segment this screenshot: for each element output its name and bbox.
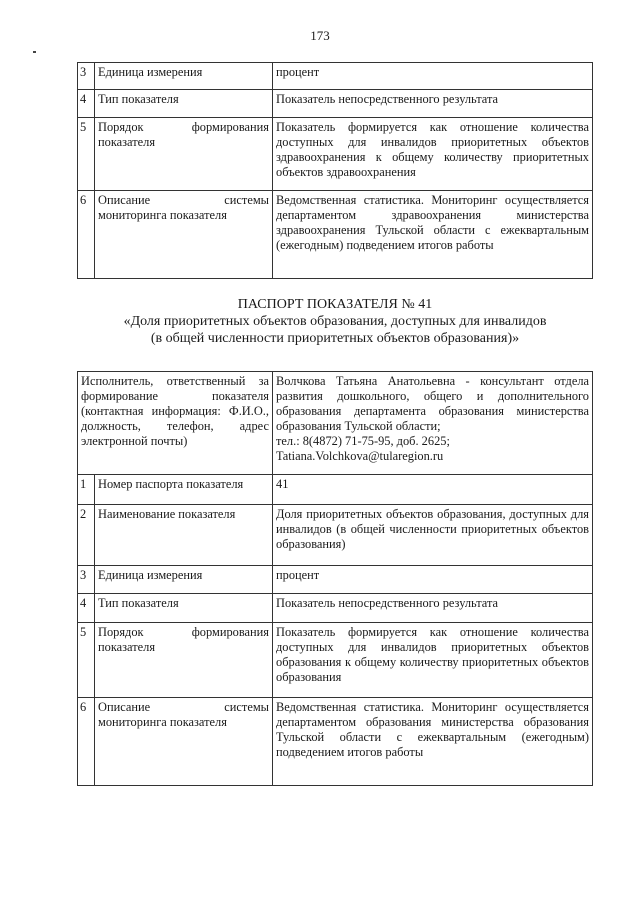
row-label: Тип показателя <box>95 594 273 623</box>
executor-value <box>273 372 593 475</box>
passport-subtitle-line1: «Доля приоритетных объектов образования, доступных для инвалидов <box>123 314 547 329</box>
row-label: Порядок формирования показателя <box>95 118 273 191</box>
row-number: 3 <box>78 63 95 90</box>
row-label: Номер паспорта показателя <box>95 475 273 505</box>
row-value: Показатель формируется как отношение количества доступных для инвалидов приоритетных объектов образования к общему количеству приоритетных объектов образования <box>273 623 593 698</box>
row-value: Доля приоритетных объектов образования, доступных для инвалидов (в общей численности приоритетных объектов образования) <box>273 505 593 566</box>
executor-label: Исполнитель, ответственный за формирование показателя (контактная информация: Ф.И.О., должность, телефон, адрес электронной почты) <box>78 372 273 475</box>
executor-name-position: Волчкова Татьяна Анатольевна - консультант отдела развития дошкольного, общего и дополнительного образования департамента образования министерства образования Тульской области; <box>276 374 589 433</box>
row-value: процент <box>273 566 593 594</box>
row-label: Наименование показателя <box>95 505 273 566</box>
row-number: 6 <box>78 191 95 279</box>
table-row <box>78 566 593 594</box>
executor-phone: тел.: 8(4872) 71-75-95, доб. 2625; <box>276 434 450 448</box>
table-row <box>78 594 593 623</box>
row-value: Показатель непосредственного результата <box>273 90 593 118</box>
executor-row <box>78 372 593 475</box>
row-label: Описание системы мониторинга показателя <box>95 191 273 279</box>
indicator-table-continued <box>77 62 593 279</box>
row-number: 5 <box>78 118 95 191</box>
row-label: Единица измерения <box>95 566 273 594</box>
row-label: Единица измерения <box>95 63 273 90</box>
row-label: Порядок формирования показателя <box>95 623 273 698</box>
row-value: 41 <box>273 475 593 505</box>
passport-table <box>77 371 593 786</box>
row-value: Показатель непосредственного результата <box>273 594 593 623</box>
table-row <box>78 90 593 118</box>
table-row <box>78 505 593 566</box>
row-value: Показатель формируется как отношение количества доступных для инвалидов приоритетных объектов здравоохранения к общему количеству приоритетных объектов здравоохранения <box>273 118 593 191</box>
row-number: 3 <box>78 566 95 594</box>
table-row <box>78 698 593 786</box>
row-number: 2 <box>78 505 95 566</box>
table-row <box>78 118 593 191</box>
row-number: 4 <box>78 594 95 623</box>
page-number: 173 <box>310 28 330 43</box>
table-row <box>78 191 593 279</box>
table-row <box>78 623 593 698</box>
passport-subtitle-line2: (в общей численности приоритетных объектов образования)» <box>150 331 520 346</box>
executor-email: Tatiana.Volchkova@tularegion.ru <box>276 449 444 463</box>
passport-heading <box>60 296 610 347</box>
row-label: Тип показателя <box>95 90 273 118</box>
row-number: 6 <box>78 698 95 786</box>
table-row <box>78 63 593 90</box>
row-label: Описание системы мониторинга показателя <box>95 698 273 786</box>
table-row <box>78 475 593 505</box>
row-number: 5 <box>78 623 95 698</box>
row-number: 4 <box>78 90 95 118</box>
scan-mark <box>33 51 36 53</box>
passport-title: ПАСПОРТ ПОКАЗАТЕЛЯ № 41 <box>237 297 433 312</box>
row-value: Ведомственная статистика. Мониторинг осуществляется департаментом здравоохранения министерства здравоохранения Тульской области с ежеквартальным (ежегодным) подведением итогов работы <box>273 191 593 279</box>
row-value: Ведомственная статистика. Мониторинг осуществляется департаментом образования министерства образования Тульской области с ежеквартальным (ежегодным) подведением итогов работы <box>273 698 593 786</box>
row-number: 1 <box>78 475 95 505</box>
row-value: процент <box>273 63 593 90</box>
